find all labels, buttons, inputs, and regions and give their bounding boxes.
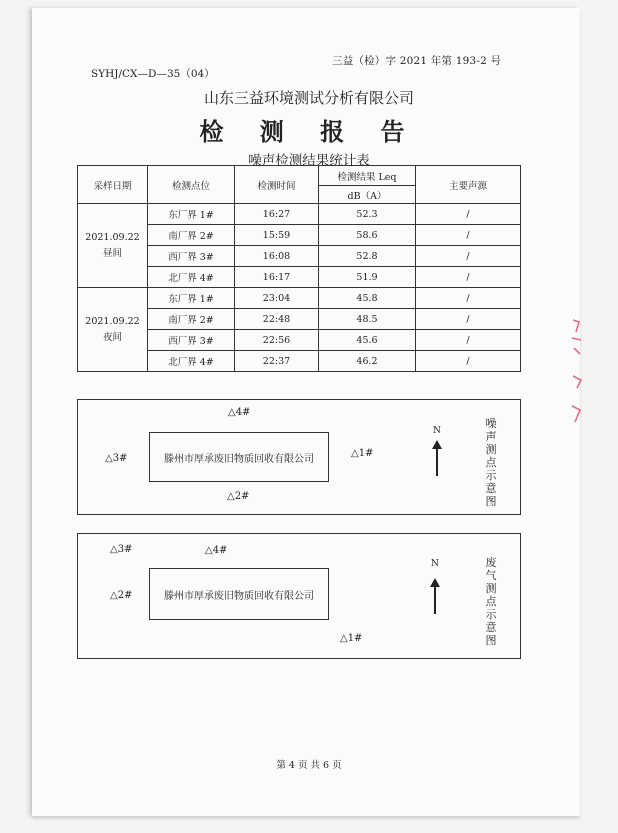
gas-point-3: △3# [110, 544, 133, 555]
source-cell: / [416, 330, 521, 351]
organization-name: 山东三益环境测试分析有限公司 [203, 89, 414, 107]
value-cell: 45.8 [319, 288, 416, 309]
noise-point-4: △4# [228, 407, 251, 418]
table-row [78, 288, 521, 309]
value-cell: 45.6 [319, 330, 416, 351]
noise-company-box: 滕州市厚承废旧物质回收有限公司 [149, 432, 329, 482]
time-cell: 23:04 [235, 288, 319, 309]
time-cell: 16:27 [235, 204, 319, 225]
document-code: SYHJ/CX—D—35（04） [91, 68, 215, 80]
time-cell: 16:08 [235, 246, 319, 267]
sample-date: 2021.09.22 [85, 315, 140, 327]
source-cell: / [416, 309, 521, 330]
value-cell: 58.6 [319, 225, 416, 246]
source-cell: / [416, 267, 521, 288]
source-cell: / [416, 246, 521, 267]
point-cell: 东厂界 1# [148, 204, 235, 225]
value-cell: 52.3 [319, 204, 416, 225]
time-cell: 22:48 [235, 309, 319, 330]
header-date: 采样日期 [78, 166, 148, 204]
header-result: 检测结果 Leq [319, 166, 416, 186]
noise-diagram-label: 噪声测点示意图 [485, 417, 497, 508]
point-cell: 北厂界 4# [148, 351, 235, 372]
gas-point-4: △4# [205, 545, 228, 556]
north-arrow-icon [434, 586, 436, 614]
page-number: 第 4 页 共 6 页 [276, 760, 342, 771]
north-arrow-icon [436, 448, 438, 476]
noise-point-1: △1# [351, 448, 374, 459]
gas-point-1: △1# [340, 633, 363, 644]
point-cell: 南厂界 2# [148, 309, 235, 330]
date-cell-day [78, 204, 148, 288]
report-title: 检 测 报 告 [199, 117, 419, 146]
value-cell: 48.5 [319, 309, 416, 330]
noise-results-table [77, 165, 521, 372]
date-cell-night [78, 288, 148, 372]
sample-period: 夜间 [102, 331, 122, 343]
table-title: 噪声检测结果统计表 [248, 153, 370, 169]
time-cell: 22:37 [235, 351, 319, 372]
point-cell: 北厂界 4# [148, 267, 235, 288]
seal-stamp-fragment [570, 318, 584, 431]
gas-company-box: 滕州市厚承废旧物质回收有限公司 [149, 568, 329, 620]
source-cell: / [416, 225, 521, 246]
north-label: N [433, 426, 441, 436]
value-cell: 52.8 [319, 246, 416, 267]
noise-point-2: △2# [227, 491, 250, 502]
time-cell: 22:56 [235, 330, 319, 351]
time-cell: 15:59 [235, 225, 319, 246]
source-cell: / [416, 288, 521, 309]
gas-point-2: △2# [110, 590, 133, 601]
value-cell: 46.2 [319, 351, 416, 372]
header-time: 检测时间 [235, 166, 319, 204]
header-point: 检测点位 [148, 166, 235, 204]
gas-diagram [77, 533, 521, 659]
report-number: 三益（检）字 2021 年第 193-2 号 [332, 55, 502, 67]
source-cell: / [416, 351, 521, 372]
sample-period: 昼间 [102, 247, 122, 259]
point-cell: 南厂界 2# [148, 225, 235, 246]
seal-icon [570, 318, 584, 428]
time-cell: 16:17 [235, 267, 319, 288]
sample-date: 2021.09.22 [85, 231, 140, 243]
noise-point-3: △3# [105, 453, 128, 464]
north-label: N [431, 559, 439, 569]
point-cell: 西厂界 3# [148, 246, 235, 267]
noise-diagram [77, 399, 521, 515]
point-cell: 西厂界 3# [148, 330, 235, 351]
header-source: 主要声源 [416, 166, 521, 204]
source-cell: / [416, 204, 521, 225]
value-cell: 51.9 [319, 267, 416, 288]
point-cell: 东厂界 1# [148, 288, 235, 309]
header-unit: dB（A） [319, 186, 416, 204]
table-row [78, 204, 521, 225]
gas-diagram-label: 废气测点示意图 [485, 556, 497, 647]
